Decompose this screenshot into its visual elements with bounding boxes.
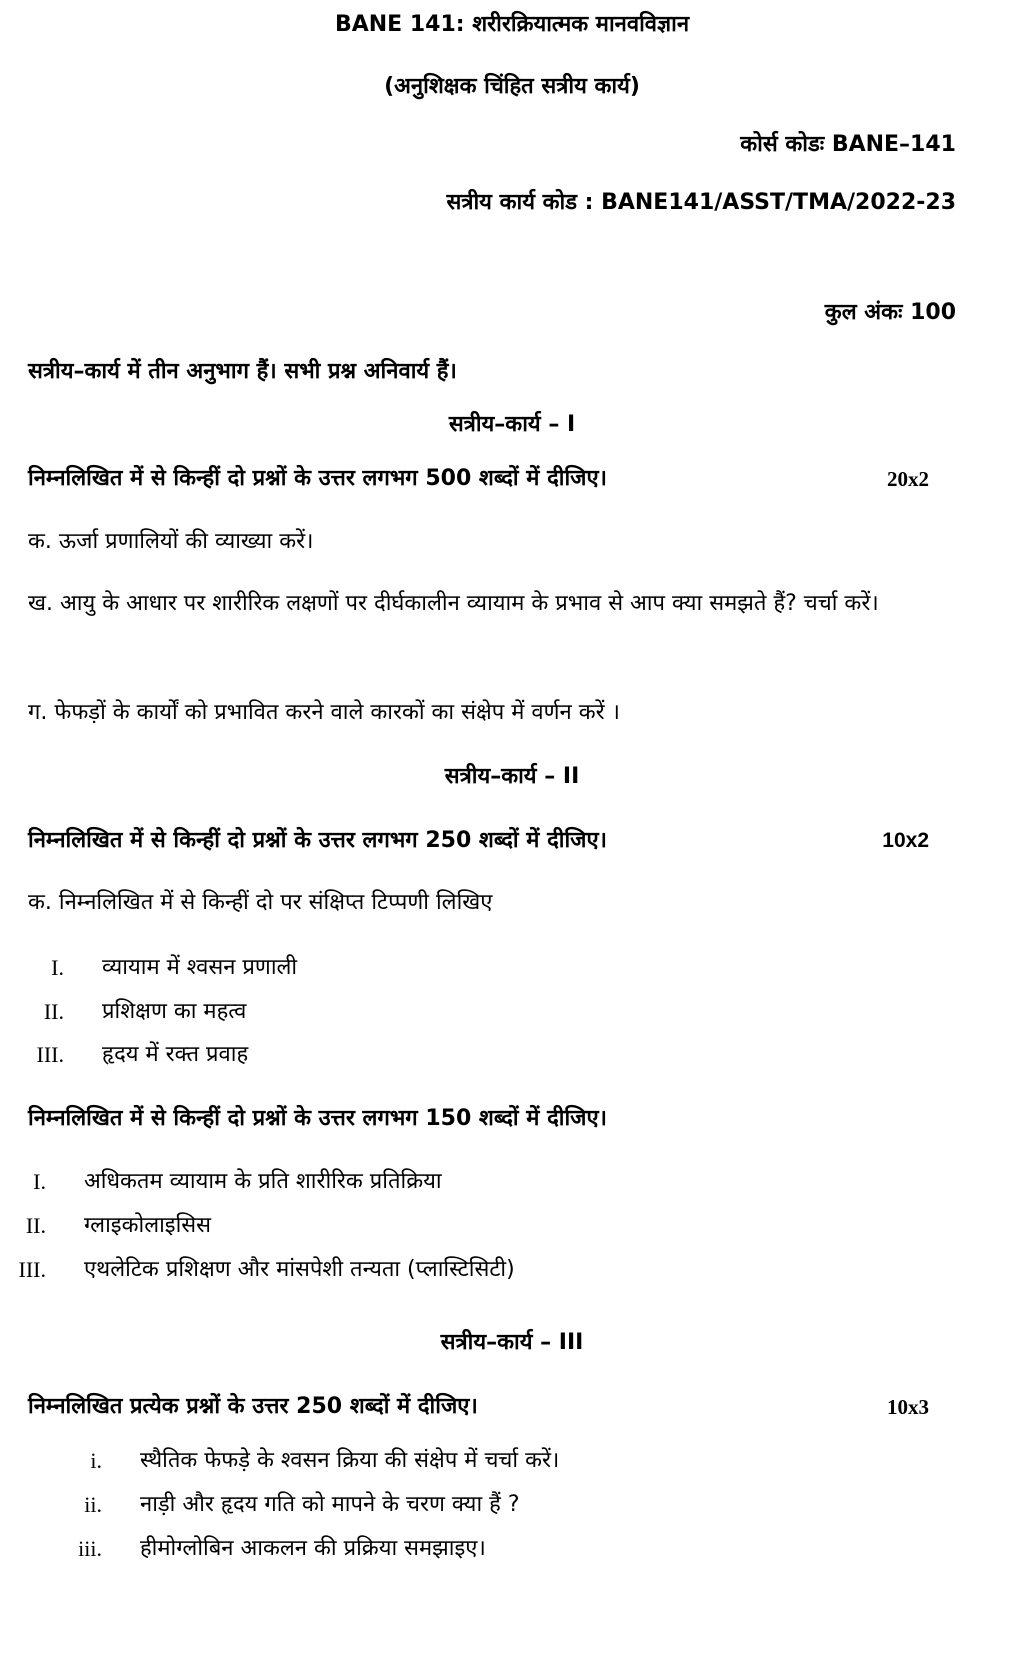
intro-text: सत्रीय–कार्य में तीन अनुभाग हैं। सभी प्रश्न अनिवार्य हैं। <box>28 359 457 384</box>
list-numeral: I. <box>51 955 64 980</box>
list-text: स्थैतिक फेफड़े के श्वसन क्रिया की संक्षेप में चर्चा करें। <box>140 1448 560 1473</box>
section-2-marks: 10x2 <box>882 829 929 852</box>
list-numeral: III. <box>36 1042 64 1067</box>
document-subtitle: (अनुशिक्षक चिंहित सत्रीय कार्य) <box>384 74 640 99</box>
section-3-marks: 10x3 <box>887 1395 929 1419</box>
list-text: प्रशिक्षण का महत्व <box>102 999 247 1024</box>
list-text: अधिकतम व्यायाम के प्रति शारीरिक प्रतिक्रिया <box>84 1169 442 1194</box>
section-3-heading: सत्रीय–कार्य – III <box>440 1330 584 1355</box>
section-2-instruction-2: निम्नलिखित में से किन्हीं दो प्रश्नों के उत्तर लगभग 150 शब्दों में दीजिए। <box>28 1106 607 1131</box>
document-title: BANE 141: शरीरक्रियात्मक मानवविज्ञान <box>334 12 690 37</box>
section-1-heading: सत्रीय–कार्य – I <box>448 412 576 437</box>
list-numeral: i. <box>90 1448 102 1473</box>
total-marks: कुल अंकः 100 <box>824 300 956 325</box>
list-text: हृदय में रक्त प्रवाह <box>102 1042 249 1067</box>
section-2-heading: सत्रीय–कार्य – II <box>444 764 580 789</box>
list-numeral: I. <box>33 1169 46 1194</box>
list-text: ग्लाइकोलाइसिस <box>84 1213 212 1238</box>
section-1-question-c: ग. फेफड़ों के कार्यों को प्रभावित करने वाले कारकों का संक्षेप में वर्णन करें । <box>28 700 620 725</box>
section-2-sub-a: क. निम्नलिखित में से किन्हीं दो पर संक्षिप्त टिप्पणी लिखिए <box>28 890 493 915</box>
course-code: कोर्स कोडः BANE–141 <box>740 132 956 157</box>
list-numeral: II. <box>43 999 64 1024</box>
list-text: हीमोग्लोबिन आकलन की प्रक्रिया समझाइए। <box>140 1536 486 1561</box>
list-text: एथलेटिक प्रशिक्षण और मांसपेशी तन्यता (प्लास्टिसिटी) <box>84 1257 515 1282</box>
list-numeral: II. <box>25 1213 46 1238</box>
assignment-code: सत्रीय कार्य कोड : BANE141/ASST/TMA/2022-23 <box>446 190 956 215</box>
list-numeral: iii. <box>78 1536 102 1561</box>
section-1-instruction: निम्नलिखित में से किन्हीं दो प्रश्नों के उत्तर लगभग 500 शब्दों में दीजिए। <box>28 466 607 491</box>
section-1-question-a: क. ऊर्जा प्रणालियों की व्याख्या करें। <box>28 529 314 554</box>
list-numeral: ii. <box>84 1492 102 1517</box>
section-1-question-b: ख. आयु के आधार पर शारीरिक लक्षणों पर दीर्घकालीन व्यायाम के प्रभाव से आप क्या समझते हैं? चर्चा करें। <box>28 591 879 616</box>
list-numeral: III. <box>18 1257 46 1282</box>
list-text: नाड़ी और हृदय गति को मापने के चरण क्या हैं ? <box>140 1492 520 1517</box>
section-2-instruction: निम्नलिखित में से किन्हीं दो प्रश्नों के उत्तर लगभग 250 शब्दों में दीजिए। <box>28 828 607 853</box>
list-text: व्यायाम में श्वसन प्रणाली <box>102 955 298 980</box>
section-1-marks: 20x2 <box>887 467 929 491</box>
section-3-instruction: निम्नलिखित प्रत्येक प्रश्नों के उत्तर 250 शब्दों में दीजिए। <box>28 1394 478 1419</box>
